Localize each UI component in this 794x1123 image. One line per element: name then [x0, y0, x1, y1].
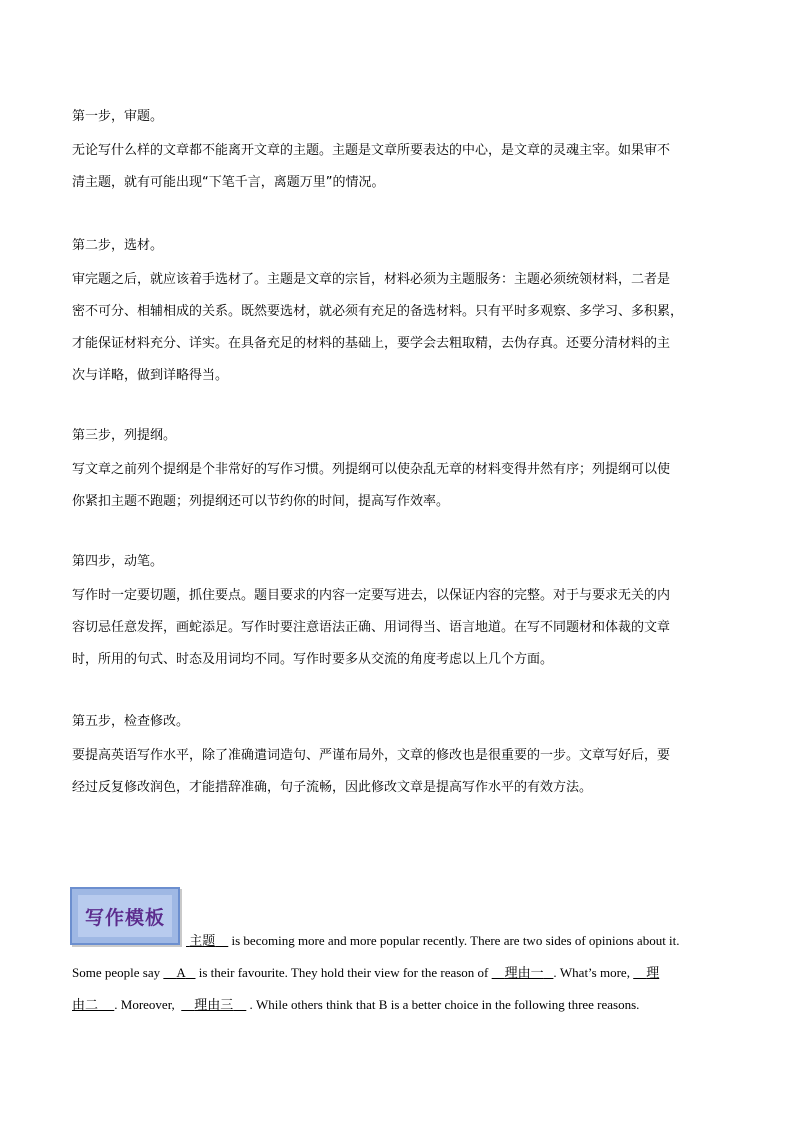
step-text-line: 写文章之前列个提纲是个非常好的写作习惯。列提纲可以使杂乱无章的材料变得井然有序；列提纲可以使 — [72, 462, 671, 477]
template-text: . Moreover, — [114, 997, 175, 1012]
template-line-2 — [72, 962, 659, 981]
template-text: Some people say — [72, 965, 161, 980]
step-text-line: 容切忌任意发挥，画蛇添足。写作时要注意语法正确、用词得当、语言地道。在写不同题材和体裁的文章 — [72, 620, 671, 635]
template-line-1 — [186, 930, 680, 949]
template-text: . While others think that B is a better choice in the following three reasons. — [249, 997, 640, 1012]
step-5 — [72, 706, 732, 804]
template-text: is their favourite. They hold their view for the reason of — [198, 965, 489, 980]
step-text-line: 清主题，就有可能出现“下笔千言，离题万里”的情况。 — [72, 175, 385, 190]
step-text-line: 时，所用的句式、时态及用词均不同。写作时要多从交流的角度考虑以上几个方面。 — [72, 652, 554, 667]
template-blank — [163, 965, 195, 980]
step-text-line: 审完题之后，就应该着手选材了。主题是文章的宗旨，材料必须为主题服务：主题必须统领材料，二者是 — [72, 272, 671, 287]
step-4 — [72, 546, 732, 676]
template-blank-text: 理由三 — [194, 997, 234, 1012]
step-text-line: 要提高英语写作水平，除了准确遣词造句、严谨布局外，文章的修改也是很重要的一步。文章写好后，要 — [72, 748, 671, 763]
step-text-line: 次与详略，做到详略得当。 — [72, 368, 229, 383]
template-badge-inner — [78, 895, 172, 937]
template-blank-text: 理由一 — [504, 965, 544, 980]
step-text-line: 才能保证材料充分、详实。在具备充足的材料的基础上，要学会去粗取精，去伪存真。还要分清材料的主 — [72, 336, 671, 351]
step-text-line: 你紧扣主题不跑题；列提纲还可以节约你的时间，提高写作效率。 — [72, 494, 450, 509]
template-blank — [181, 997, 246, 1012]
step-2 — [72, 230, 732, 392]
template-text: is becoming more and more popular recently. There are two sides of opinions about it. — [231, 933, 680, 948]
step-title: 第三步，列提纲。 — [72, 428, 177, 443]
template-text: . What’s more, — [553, 965, 630, 980]
step-text-line: 写作时一定要切题，抓住要点。题目要求的内容一定要写进去，以保证内容的完整。对于与要求无关的内 — [72, 588, 671, 603]
template-blank — [186, 933, 228, 948]
step-3 — [72, 420, 732, 518]
template-blank-text: 由二 — [72, 997, 99, 1012]
step-1 — [72, 101, 732, 199]
template-line-3 — [72, 994, 639, 1013]
template-badge — [70, 887, 180, 945]
template-blank — [633, 965, 659, 980]
template-badge-label: 写作模板 — [84, 906, 165, 929]
template-blank-text: 理 — [646, 965, 660, 980]
step-text-line: 密不可分、相辅相成的关系。既然要选材，就必须有充足的备选材料。只有平时多观察、多学习、多积累， — [72, 304, 684, 319]
step-title: 第四步，动笔。 — [72, 554, 164, 569]
template-blank — [72, 997, 114, 1012]
template-blank-text: 主题 — [189, 933, 216, 948]
step-title: 第五步，检查修改。 — [72, 714, 190, 729]
step-text-line: 经过反复修改润色，才能措辞准确，句子流畅，因此修改文章是提高写作水平的有效方法。 — [72, 780, 593, 795]
step-title: 第二步，选材。 — [72, 238, 164, 253]
step-text-line: 无论写什么样的文章都不能离开文章的主题。主题是文章所要表达的中心，是文章的灵魂主宰。如果审不 — [72, 143, 671, 158]
template-blank-text: A — [176, 965, 186, 980]
template-blank — [492, 965, 554, 980]
step-title: 第一步，审题。 — [72, 109, 164, 124]
